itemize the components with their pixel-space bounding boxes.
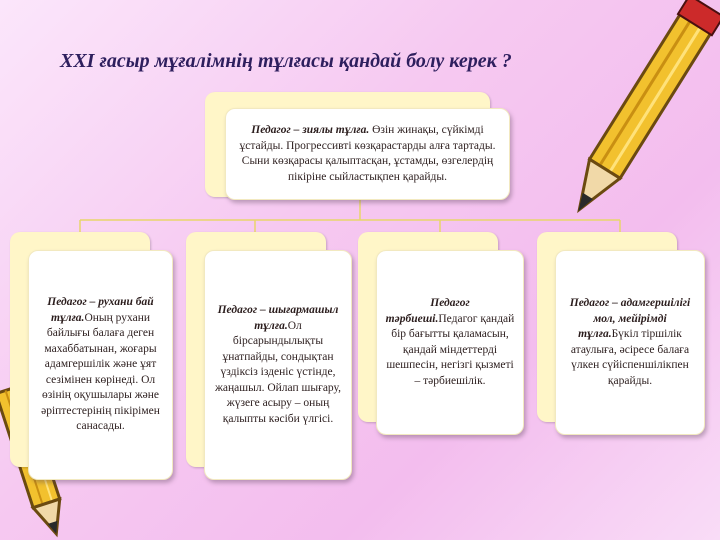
top-card-heading: Педагог – зиялы тұлға. [251,124,370,136]
page-title: XXI ғасыр мұғалімнің тұлғасы қандай болу керек ? [60,50,512,72]
card-text: Ол бірсарындылықты ұнатпайды, сондықтан үздіксіз ізденіс үстінде, жаңашыл. Ойлап шығару, жүзеге асыру – оның қалыпты кәсіби үлгісі. [214,319,342,425]
card-heading: Педагог – шығармашыл тұлға. [217,304,339,332]
card-heading: Педагог тәрбиеші. [385,297,470,325]
top-card-text: Өзін жинақы, сүйкімді ұстайды. Прогрессивті көзқарастарды алға тартады. Сыни көзқарасы қалыптасқан, ұстамды, өзгелердің пікіріне сыйластықпен қарайды. [239,124,496,183]
card-heading: Педагог – рухани бай тұлға. [47,296,154,324]
card-heading: Педагог – адамгершілігі мол, мейірімді тұлға. [569,297,691,340]
card-text: Оның рухани байлығы балаға деген махаббатынан, жоғары адамгершілік және ұят сезімінен көрінеді. Ол өзінің оқушылары және әріптестерінің пікірімен санасады. [41,311,160,433]
card-text: Бүкіл тіршілік атаулыға, әсіресе балаға үлкен сүйіспеншілікпен қарайды. [570,328,690,387]
card-text: Педагог қандай бір бағытты қаламасын, қандай міндеттерді шешпесін, негізгі қызметі – тәрбиешілік. [386,312,515,387]
